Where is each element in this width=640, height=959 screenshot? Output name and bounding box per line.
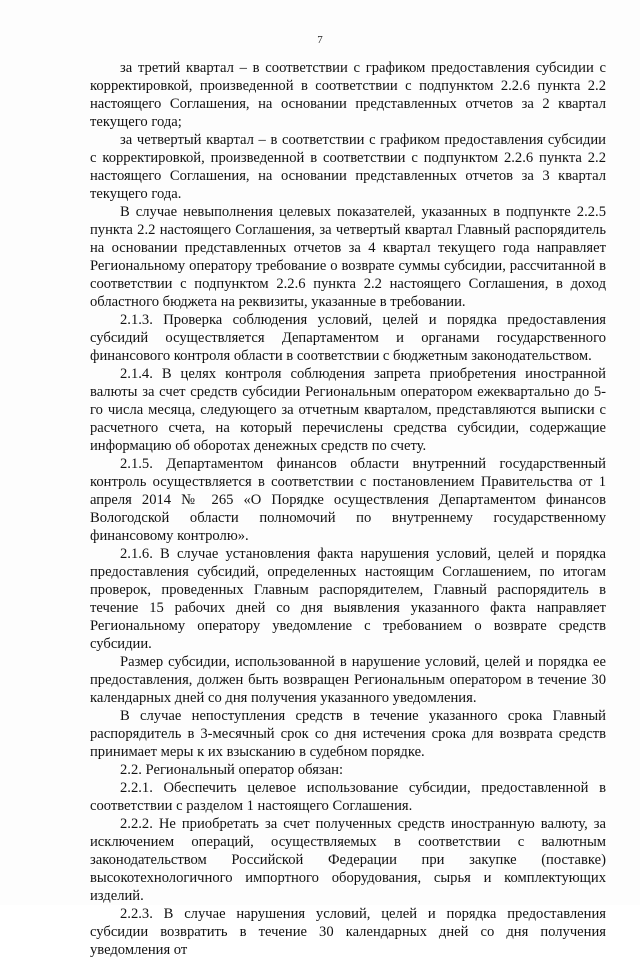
- paragraph: за третий квартал – в соответствии с графиком предоставления субсидии с корректировкой, произведенной в соответствии с подпунктом 2.2.6 пункта 2.2 настоящего Соглашения, на основании представленных отчетов за 2 квартал текущего года;: [90, 60, 606, 130]
- paragraph: 2.1.4. В целях контроля соблюдения запрета приобретения иностранной валюты за счет средств субсидии Региональным оператором ежеквартально до 5-го числа месяца, следующего за отчетным кварталом, представляются выписки с расчетного счета, на который перечислены средства субсидии, содержащие информацию об оборотах денежных средств по счету.: [90, 366, 606, 454]
- paragraph: 2.2.3. В случае нарушения условий, целей и порядка предоставления субсидии возвратить в течение 30 календарных дней со дня получения уведомления от: [90, 906, 606, 958]
- document-body: [90, 59, 606, 959]
- paragraph: 2.1.6. В случае установления факта нарушения условий, целей и порядка предоставления субсидий, определенных настоящим Соглашением, по итогам проверок, проведенных Главным распорядителем, Главный распорядитель в течение 15 рабочих дней со дня выявления указанного факта направляет Региональному оператору уведомление с требованием о возврате средств субсидии.: [90, 546, 606, 652]
- paragraph: 2.1.3. Проверка соблюдения условий, целей и порядка предоставления субсидий осуществляется Департаментом и органами государственного финансового контроля области в соответствии с бюджетным законодательством.: [90, 312, 606, 364]
- paragraph: В случае непоступления средств в течение указанного срока Главный распорядитель в 3-месячный срок со дня истечения срока для возврата средств принимает меры к их взысканию в судебном порядке.: [90, 708, 606, 760]
- paragraph: за четвертый квартал – в соответствии с графиком предоставления субсидии с корректировкой, произведенной в соответствии с подпунктом 2.2.6 пункта 2.2 настоящего Соглашения, на основании представленных отчетов за 3 квартал текущего года.: [90, 132, 606, 202]
- page-number: 7: [317, 34, 323, 46]
- paragraph: Размер субсидии, использованной в нарушение условий, целей и порядка ее предоставления, должен быть возвращен Региональным оператором в течение 30 календарных дней со дня получения указанного уведомления.: [90, 654, 606, 706]
- paragraph: 2.1.5. Департаментом финансов области внутренний государственный контроль осуществляется в соответствии с постановлением Правительства от 1 апреля 2014 № 265 «О Порядке осуществления Департаментом финансов Вологодской области полномочий по внутреннему государственному финансовому контролю».: [90, 456, 606, 544]
- paragraph: В случае невыполнения целевых показателей, указанных в подпункте 2.2.5 пункта 2.2 настоящего Соглашения, за четвертый квартал Главный распорядитель на основании представленных отчетов за 4 квартал текущего года направляет Региональному оператору требование о возврате суммы субсидии, рассчитанной в соответствии с подпунктом 2.2.6 пункта 2.2 настоящего Соглашения, в доход областного бюджета на реквизиты, указанные в требовании.: [90, 204, 606, 310]
- paragraph: 2.2.2. Не приобретать за счет полученных средств иностранную валюту, за исключением операций, осуществляемых в соответствии с валютным законодательством Российской Федерации при закупке (поставке) высокотехнологичного импортного оборудования, сырья и комплектующих изделий.: [90, 816, 606, 904]
- paragraph: 2.2. Региональный оператор обязан:: [120, 762, 344, 778]
- paragraph: 2.2.1. Обеспечить целевое использование субсидии, предоставленной в соответствии с разделом 1 настоящего Соглашения.: [90, 780, 606, 814]
